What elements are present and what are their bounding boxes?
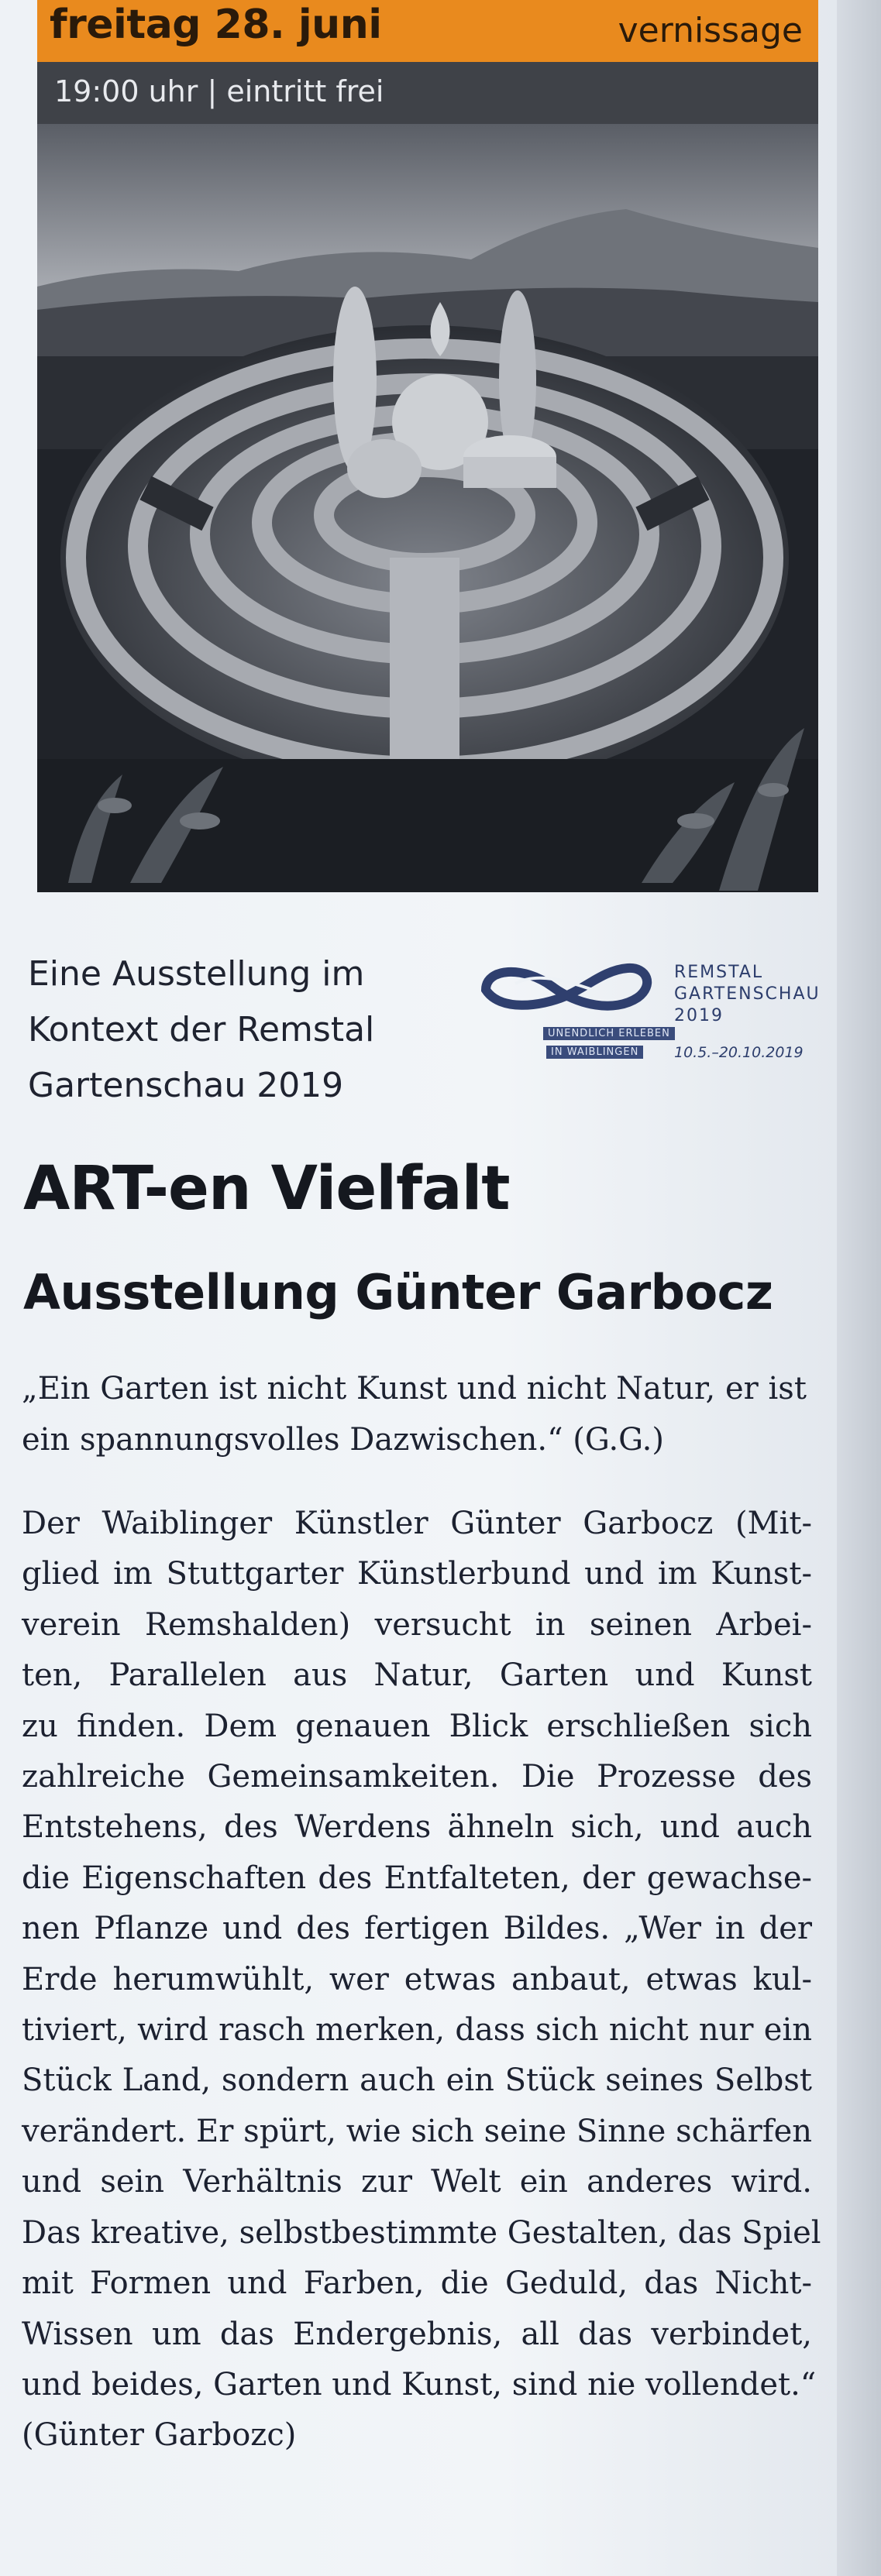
body-line: Stück Land, sondern auch ein Stück seines Selbst: [22, 2063, 812, 2099]
remstal-gartenschau-logo: [469, 945, 833, 1069]
body-line: ten, Parallelen aus Natur, Garten und Kunst: [22, 1657, 812, 1694]
body-line: verändert. Er spürt, wie sich seine Sinne schärfen: [22, 2113, 812, 2149]
article-subtitle: Ausstellung Günter Garbocz: [23, 1264, 773, 1321]
exhibition-intro: [28, 946, 462, 1114]
logo-tagline-1: UNENDLICH ERLEBEN: [543, 1027, 675, 1040]
logo-tagline-2: IN WAIBLINGEN: [546, 1046, 643, 1059]
logo-title-line: GARTENSCHAU: [674, 984, 821, 1004]
body-line: zahlreiche Gemeinsamkeiten. Die Prozesse des: [22, 1759, 812, 1795]
logo-title-line: 2019: [674, 1006, 724, 1025]
article-body: [22, 1499, 821, 2461]
event-time-info: 19:00 uhr | eintritt frei: [54, 74, 384, 108]
body-line: Wissen um das Endergebnis, all das verbindet,: [22, 2316, 812, 2352]
labyrinth-painting: [37, 124, 818, 892]
logo-dates: 10.5.–20.10.2019: [674, 1044, 804, 1061]
intro-line: Gartenschau 2019: [28, 1066, 344, 1105]
event-type: vernissage: [618, 11, 803, 50]
body-line: Der Waiblinger Künstler Günter Garbocz (Mit-: [22, 1506, 812, 1541]
quote-line: ein spannungsvolles Dazwischen.“ (G.G.): [22, 1422, 665, 1458]
body-line: und beides, Garten und Kunst, sind nie vollendet.“: [22, 2366, 817, 2403]
artist-quote: [22, 1363, 820, 1465]
event-date: freitag 28. juni: [50, 2, 382, 48]
body-line: Das kreative, selbstbestimmte Gestalten, das Spiel: [22, 2214, 821, 2251]
body-line: und sein Verhältnis zur Welt ein anderes wird.: [22, 2164, 812, 2200]
infinity-loop-icon: [469, 951, 666, 1029]
labyrinth-garden-painting-icon: [37, 124, 818, 892]
date-header: [37, 0, 818, 62]
page-edge: [837, 0, 881, 2576]
body-line: zu finden. Dem genauen Blick erschließen sich: [22, 1708, 812, 1744]
body-line: Erde herumwühlt, wer etwas anbaut, etwas kul-: [22, 1961, 812, 1997]
time-bar: [37, 62, 818, 124]
body-line: (Günter Garbozc): [22, 2417, 297, 2454]
logo-title: [674, 962, 821, 1027]
article-title: ART-en Vielfalt: [23, 1154, 510, 1224]
quote-line: „Ein Garten ist nicht Kunst und nicht Natur, er ist: [22, 1371, 807, 1406]
logo-title-line: REMSTAL: [674, 963, 764, 982]
body-line: die Eigenschaften des Entfalteten, der gewachse-: [22, 1860, 812, 1896]
body-line: glied im Stuttgarter Künstlerbund und im Kunst-: [22, 1556, 812, 1592]
body-line: mit Formen und Farben, die Geduld, das Nicht-: [22, 2265, 812, 2302]
body-line: nen Pflanze und des fertigen Bildes. „Wer in der: [22, 1911, 812, 1947]
intro-line: Kontext der Remstal: [28, 1010, 375, 1049]
intro-line: Eine Ausstellung im: [28, 954, 365, 994]
body-line: Entstehens, des Werdens ähneln sich, und auch: [22, 1809, 812, 1846]
body-line: verein Remshalden) versucht in seinen Arbei-: [22, 1606, 812, 1643]
body-line: tiviert, wird rasch merken, dass sich nicht nur ein: [22, 2012, 812, 2049]
